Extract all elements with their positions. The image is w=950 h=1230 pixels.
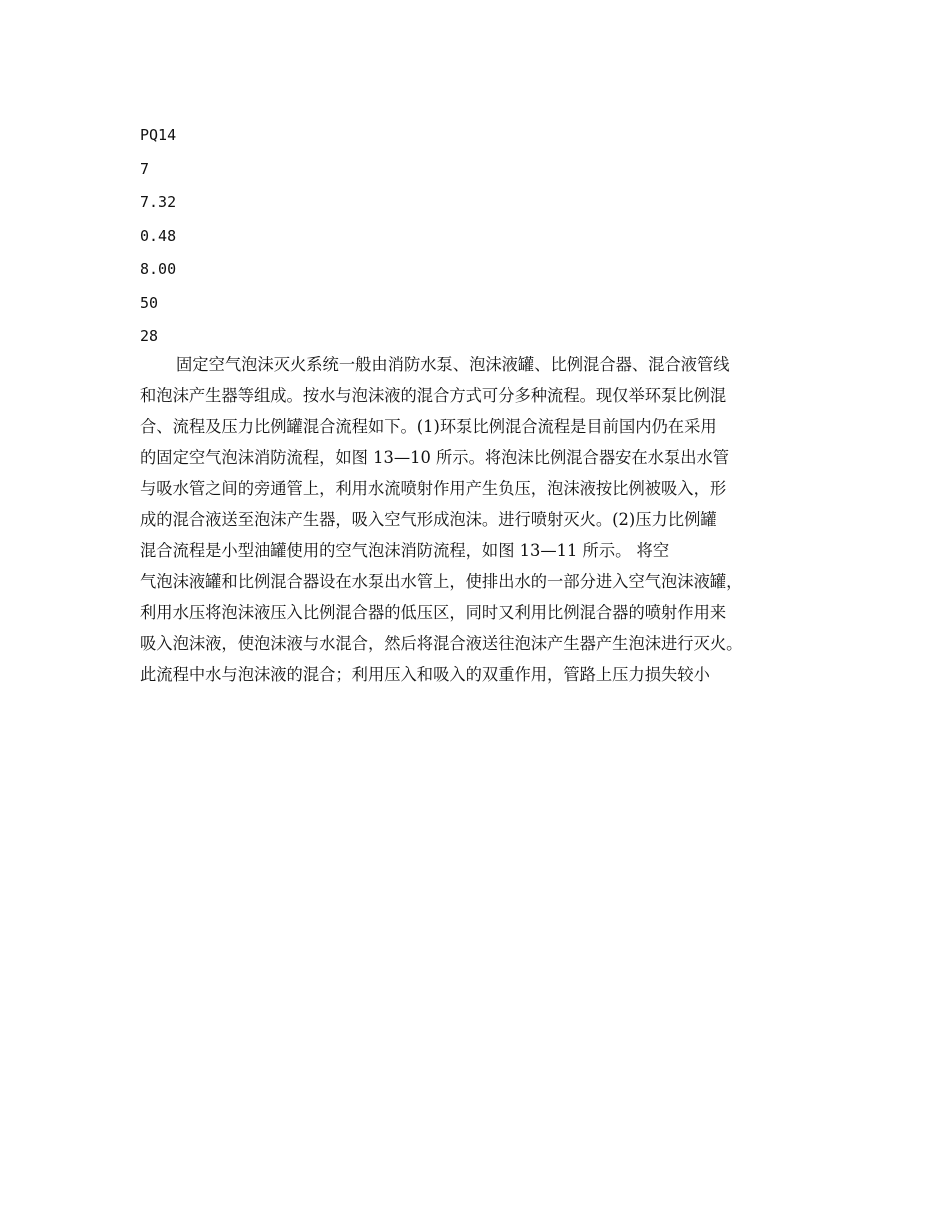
paragraph-line: 合、流程及压力比例罐混合流程如下。(1)环泵比例混合流程是目前国内仍在采用 [140,417,717,436]
value-item: 50 [140,293,159,312]
body-paragraph [140,349,812,690]
paragraph-line: 吸入泡沫液，使泡沫液与水混合，然后将混合液送往泡沫产生器产生泡沫进行灭火。 [140,634,743,653]
paragraph-line: 的固定空气泡沫消防流程，如图 13—10 所示。将泡沫比例混合器安在水泵出水管 [140,448,730,467]
value-item: 7 [140,159,150,178]
paragraph-line: 气泡沫液罐和比例混合器设在水泵出水管上，使排出水的一部分进入空气泡沫液罐， [140,572,743,591]
value-item: 7.32 [140,193,177,211]
value-item: 28 [140,327,159,345]
paragraph-line: 与吸水管之间的旁通管上，利用水流喷射作用产生负压，泡沫液按比例被吸入，形 [140,479,727,498]
paragraph-line: 成的混合液送至泡沫产生器，吸入空气形成泡沫。进行喷射灭火。(2)压力比例罐 [140,510,717,529]
value-item: 0.48 [140,226,177,245]
paragraph-line: 和泡沫产生器等组成。按水与泡沫液的混合方式可分多种流程。现仅举环泵比例混 [140,386,727,405]
paragraph-line: 利用水压将泡沫液压入比例混合器的低压区，同时又利用比例混合器的喷射作用来 [140,603,727,622]
value-item: PQ14 [140,126,177,144]
paragraph-line: 固定空气泡沫灭火系统一般由消防水泵、泡沫液罐、比例混合器、混合液管线 [176,355,730,374]
value-item: 8.00 [140,260,177,278]
value-list [140,119,176,354]
paragraph-line: 此流程中水与泡沫液的混合；利用压入和吸入的双重作用，管路上压力损失较小 [140,665,710,684]
paragraph-line: 混合流程是小型油罐使用的空气泡沫消防流程，如图 13—11 所示。 将空 [140,541,670,560]
